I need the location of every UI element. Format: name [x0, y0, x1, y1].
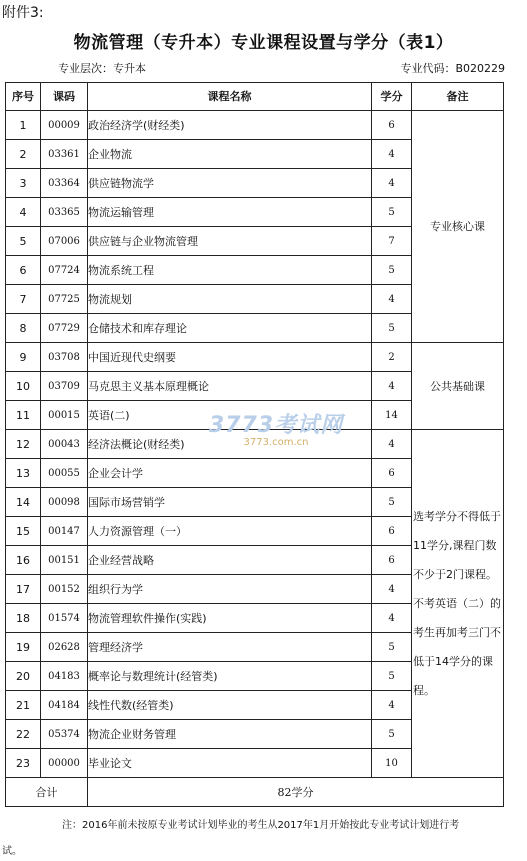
row-code: 07724: [41, 256, 88, 285]
row-code: 00152: [41, 575, 88, 604]
row-code: 07729: [41, 314, 88, 343]
row-credit: 14: [372, 401, 412, 430]
row-course-name: 物流系统工程: [88, 256, 372, 285]
row-course-name: 人力资源管理（一）: [88, 517, 372, 546]
row-credit: 6: [372, 459, 412, 488]
row-credit: 6: [372, 517, 412, 546]
row-credit: 4: [372, 430, 412, 459]
row-code: 00009: [41, 111, 88, 140]
row-course-name: 毕业论文: [88, 749, 372, 778]
row-code: 07006: [41, 227, 88, 256]
row-course-name: 企业会计学: [88, 459, 372, 488]
row-credit: 10: [372, 749, 412, 778]
row-course-name: 供应链物流学: [88, 169, 372, 198]
row-code: 00055: [41, 459, 88, 488]
major-code: 专业代码：B020229: [400, 62, 505, 75]
course-table: [5, 82, 504, 807]
row-credit: 5: [372, 314, 412, 343]
table-row: [6, 430, 504, 459]
row-credit: 7: [372, 227, 412, 256]
attachment-label: 附件3:: [2, 5, 44, 21]
row-course-name: 国际市场营销学: [88, 488, 372, 517]
row-seq: 22: [6, 720, 41, 749]
total-row: [6, 778, 504, 807]
row-code: 07725: [41, 285, 88, 314]
row-seq: 15: [6, 517, 41, 546]
row-seq: 13: [6, 459, 41, 488]
row-seq: 19: [6, 633, 41, 662]
row-course-name: 物流企业财务管理: [88, 720, 372, 749]
row-course-name: 企业经营战略: [88, 546, 372, 575]
row-credit: 5: [372, 488, 412, 517]
row-seq: 10: [6, 372, 41, 401]
row-course-name: 物流规划: [88, 285, 372, 314]
row-credit: 5: [372, 720, 412, 749]
row-seq: 11: [6, 401, 41, 430]
row-course-name: 概率论与数理统计(经管类): [88, 662, 372, 691]
row-seq: 4: [6, 198, 41, 227]
row-credit: 4: [372, 140, 412, 169]
row-code: 03709: [41, 372, 88, 401]
row-seq: 6: [6, 256, 41, 285]
row-credit: 4: [372, 285, 412, 314]
row-seq: 1: [6, 111, 41, 140]
row-code: 04184: [41, 691, 88, 720]
total-label: 合计: [6, 778, 88, 807]
row-code: 03364: [41, 169, 88, 198]
row-code: 00098: [41, 488, 88, 517]
row-course-name: 政治经济学(财经类): [88, 111, 372, 140]
header-code: 课码: [41, 83, 88, 111]
row-code: 03365: [41, 198, 88, 227]
header-credit: 学分: [372, 83, 412, 111]
row-code: 00147: [41, 517, 88, 546]
row-code: 00043: [41, 430, 88, 459]
row-code: 02628: [41, 633, 88, 662]
row-code: 00015: [41, 401, 88, 430]
row-code: 00151: [41, 546, 88, 575]
row-seq: 8: [6, 314, 41, 343]
remark-public: 公共基础课: [412, 343, 504, 430]
row-seq: 20: [6, 662, 41, 691]
row-seq: 2: [6, 140, 41, 169]
row-course-name: 管理经济学: [88, 633, 372, 662]
row-course-name: 企业物流: [88, 140, 372, 169]
remark-core: 专业核心课: [412, 111, 504, 343]
row-credit: 6: [372, 546, 412, 575]
row-code: 04183: [41, 662, 88, 691]
table-row: [6, 111, 504, 140]
row-seq: 14: [6, 488, 41, 517]
row-course-name: 中国近现代史纲要: [88, 343, 372, 372]
header-seq: 序号: [6, 83, 41, 111]
row-course-name: 物流管理软件操作(实践): [88, 604, 372, 633]
row-credit: 5: [372, 633, 412, 662]
remark-elective: 选考学分不得低于11学分,课程门数不少于2门课程。不考英语（二）的考生再加考三门不低于14学分的课程。: [412, 430, 504, 778]
footnote: 注：2016年前未按原专业考试计划毕业的考生从2017年1月开始按此专业考试计划进行考: [62, 820, 460, 831]
row-course-name: 马克思主义基本原理概论: [88, 372, 372, 401]
row-seq: 3: [6, 169, 41, 198]
row-seq: 23: [6, 749, 41, 778]
table-row: [6, 343, 504, 372]
row-code: 03708: [41, 343, 88, 372]
row-credit: 4: [372, 575, 412, 604]
row-code: 03361: [41, 140, 88, 169]
row-credit: 4: [372, 604, 412, 633]
row-seq: 12: [6, 430, 41, 459]
row-credit: 5: [372, 256, 412, 285]
footnote-continued: 试。: [2, 846, 22, 857]
row-course-name: 组织行为学: [88, 575, 372, 604]
row-credit: 2: [372, 343, 412, 372]
row-seq: 16: [6, 546, 41, 575]
row-credit: 6: [372, 111, 412, 140]
watermark-url: 3773.com.cn: [243, 437, 309, 448]
table-header-row: [6, 83, 504, 111]
row-seq: 7: [6, 285, 41, 314]
header-remark: 备注: [412, 83, 504, 111]
row-code: 00000: [41, 749, 88, 778]
row-code: 05374: [41, 720, 88, 749]
row-course-name: 仓储技术和库存理论: [88, 314, 372, 343]
header-course-name: 课程名称: [88, 83, 372, 111]
row-seq: 17: [6, 575, 41, 604]
row-course-name: 物流运输管理: [88, 198, 372, 227]
row-credit: 5: [372, 662, 412, 691]
row-seq: 21: [6, 691, 41, 720]
watermark-text: 3773考试网: [208, 413, 344, 438]
row-seq: 9: [6, 343, 41, 372]
row-seq: 5: [6, 227, 41, 256]
course-table-body: [6, 111, 504, 807]
row-code: 01574: [41, 604, 88, 633]
row-course-name: 供应链与企业物流管理: [88, 227, 372, 256]
row-credit: 4: [372, 691, 412, 720]
row-course-name: 经济法概论(财经类): [88, 430, 372, 459]
row-course-name: 线性代数(经管类): [88, 691, 372, 720]
row-credit: 4: [372, 372, 412, 401]
row-course-name: 英语(二): [88, 401, 372, 430]
major-level: 专业层次：专升本: [58, 62, 146, 75]
row-credit: 5: [372, 198, 412, 227]
row-seq: 18: [6, 604, 41, 633]
total-value: 82学分: [88, 778, 504, 807]
row-credit: 4: [372, 169, 412, 198]
page-title: 物流管理（专升本）专业课程设置与学分（表1）: [73, 33, 454, 53]
